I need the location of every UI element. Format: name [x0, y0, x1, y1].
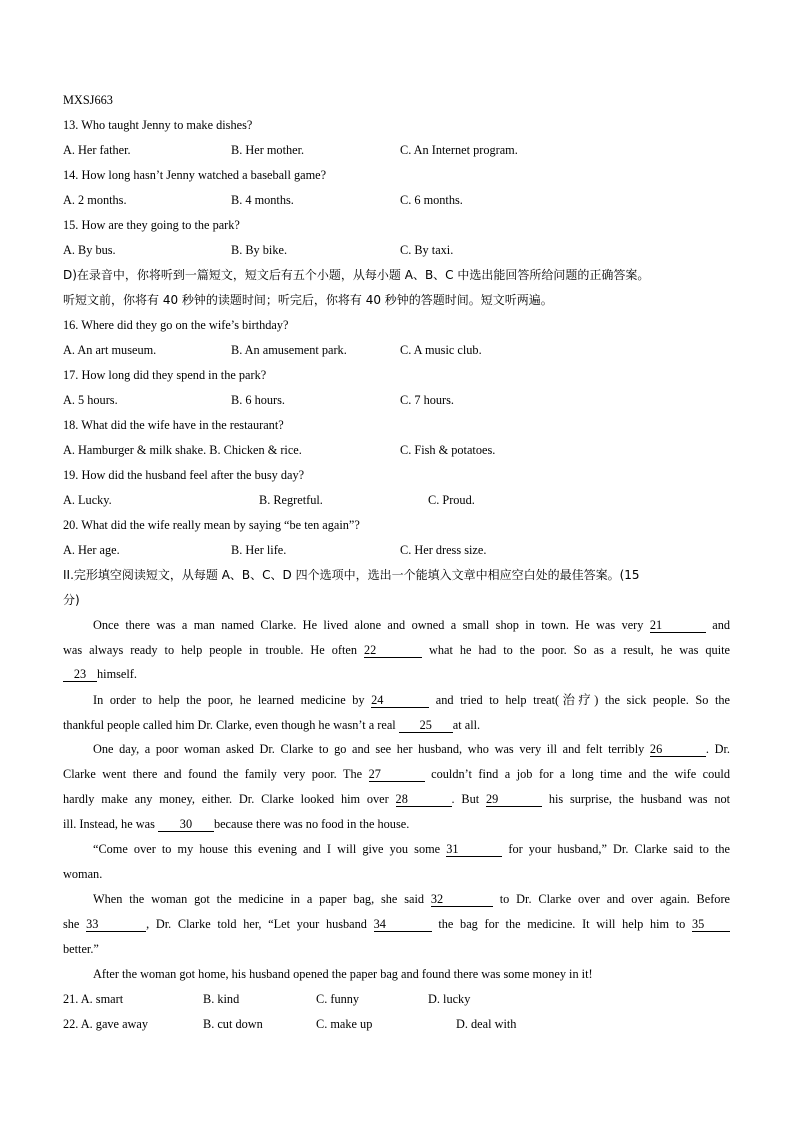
- blank-25: 25: [399, 718, 453, 733]
- passage-text: was always ready to help people in trouble. He often: [63, 643, 358, 657]
- passage-text: couldn’t find a job for a long time and the wife could: [431, 767, 730, 781]
- passage-line: [63, 816, 409, 832]
- passage-text: to Dr. Clarke over and over again. Before: [499, 892, 731, 906]
- question-17-stem: 17. How long did they spend in the park?: [63, 368, 267, 382]
- passage-text: . But: [451, 792, 480, 806]
- passage-line: [63, 717, 480, 733]
- passage-text: what he had to the poor. So as a result, he was quite: [429, 643, 730, 657]
- blank-24: 24: [371, 693, 429, 708]
- question-18-stem: 18. What did the wife have in the restaurant?: [63, 418, 284, 432]
- question-21-option-c: C. funny: [316, 992, 360, 1006]
- passage-line: better.”: [63, 942, 99, 956]
- section-d-instruction-line-2: 听短文前，你将有 40 秒钟的读题时间；听完后，你将有 40 秒钟的答题时间。短文听两遍。: [63, 293, 553, 307]
- passage-line: woman.: [63, 867, 103, 881]
- passage-line: [93, 617, 730, 633]
- passage-text: ill. Instead, he was: [63, 817, 155, 831]
- passage-text: In order to help the poor, he learned medicine by: [93, 693, 365, 707]
- question-20-option-c: C. Her dress size.: [400, 543, 487, 557]
- passage-text: Once there was a man named Clarke. He lived alone and owned a small shop in town. He was very: [93, 618, 644, 632]
- passage-text: When the woman got the medicine in a paper bag, she said: [93, 892, 425, 906]
- question-19-option-b: B. Regretful.: [259, 493, 323, 507]
- question-19-stem: 19. How did the husband feel after the busy day?: [63, 468, 305, 482]
- passage-line: [93, 891, 730, 907]
- passage-text: for your husband,” Dr. Clarke said to the: [508, 842, 730, 856]
- blank-35: 35: [692, 917, 730, 932]
- question-22-option-d: D. deal with: [456, 1017, 517, 1031]
- passage-text: she: [63, 917, 80, 931]
- question-19-option-a: A. Lucky.: [63, 493, 112, 507]
- question-17-option-a: A. 5 hours.: [63, 393, 118, 407]
- blank-29: 29: [486, 792, 542, 807]
- passage-text: thankful people called him Dr. Clarke, even though he wasn’t a real: [63, 718, 396, 732]
- question-13-option-a: A. Her father.: [63, 143, 131, 157]
- question-21-option-d: D. lucky: [428, 992, 471, 1006]
- section-ii-instruction-line-1: II.完形填空阅读短文，从每题 A、B、C、D 四个选项中，选出一个能填入文章中相应空白处的最佳答案。(15: [63, 568, 640, 582]
- passage-text: “Come over to my house this evening and I will give you some: [93, 842, 441, 856]
- question-18-option-c: C. Fish & potatoes.: [400, 443, 496, 457]
- blank-28: 28: [396, 792, 452, 807]
- passage-text: . Dr.: [705, 742, 730, 756]
- question-16-option-c: C. A music club.: [400, 343, 482, 357]
- question-16-option-b: B. An amusement park.: [231, 343, 347, 357]
- passage-text: and tried to help treat(治疗) the sick people. So the: [435, 693, 730, 707]
- blank-21: 21: [650, 618, 706, 633]
- question-14-option-a: A. 2 months.: [63, 193, 127, 207]
- section-d-instruction-line-1: D)在录音中，你将听到一篇短文，短文后有五个小题，从每小题 A、B、C 中选出能回答所给问题的正确答案。: [63, 268, 650, 282]
- passage-line: [63, 766, 730, 782]
- blank-22: 22: [364, 643, 422, 658]
- question-19-option-c: C. Proud.: [428, 493, 475, 507]
- question-20-option-a: A. Her age.: [63, 543, 120, 557]
- question-15-option-c: C. By taxi.: [400, 243, 454, 257]
- question-21-option-a: 21. A. smart: [63, 992, 124, 1006]
- passage-text: himself.: [97, 667, 137, 681]
- question-17-option-b: B. 6 hours.: [231, 393, 285, 407]
- paper-code: MXSJ663: [63, 93, 113, 107]
- passage-line: [63, 642, 730, 658]
- passage-text: One day, a poor woman asked Dr. Clarke to go and see her husband, who was very ill and felt terribly: [93, 742, 645, 756]
- question-14-option-c: C. 6 months.: [400, 193, 463, 207]
- passage-text: and: [712, 618, 730, 632]
- passage-line: [63, 666, 137, 682]
- passage-line: [93, 741, 730, 757]
- passage-text: , Dr. Clarke told her, “Let your husband: [146, 917, 367, 931]
- blank-34: 34: [374, 917, 432, 932]
- question-22-option-a: 22. A. gave away: [63, 1017, 149, 1031]
- question-16-option-a: A. An art museum.: [63, 343, 157, 357]
- passage-text: his surprise, the husband was not: [548, 792, 731, 806]
- question-15-option-b: B. By bike.: [231, 243, 288, 257]
- question-22-option-b: B. cut down: [203, 1017, 263, 1031]
- question-14-option-b: B. 4 months.: [231, 193, 294, 207]
- passage-text: the bag for the medicine. It will help him to: [438, 917, 686, 931]
- question-21-option-b: B. kind: [203, 992, 240, 1006]
- passage-text: Clarke went there and found the family very poor. The: [63, 767, 363, 781]
- blank-23: 23: [63, 667, 97, 682]
- blank-33: 33: [86, 917, 146, 932]
- section-ii-instruction-line-2: 分): [63, 593, 80, 607]
- passage-line: [63, 791, 730, 807]
- blank-32: 32: [431, 892, 493, 907]
- passage-text: hardly make any money, either. Dr. Clarke looked him over: [63, 792, 389, 806]
- passage-line: [63, 916, 730, 932]
- question-18-options-a-b: A. Hamburger & milk shake. B. Chicken & rice.: [63, 443, 302, 457]
- passage-text: at all.: [452, 718, 481, 732]
- passage-line: [93, 841, 730, 857]
- blank-30: 30: [158, 817, 214, 832]
- question-17-option-c: C. 7 hours.: [400, 393, 454, 407]
- question-20-option-b: B. Her life.: [231, 543, 287, 557]
- question-16-stem: 16. Where did they go on the wife’s birthday?: [63, 318, 289, 332]
- question-14-stem: 14. How long hasn’t Jenny watched a baseball game?: [63, 168, 327, 182]
- passage-text: because there was no food in the house.: [213, 817, 410, 831]
- question-13-option-b: B. Her mother.: [231, 143, 305, 157]
- question-15-stem: 15. How are they going to the park?: [63, 218, 240, 232]
- passage-line: [93, 692, 730, 708]
- question-13-option-c: C. An Internet program.: [400, 143, 518, 157]
- question-13-stem: 13. Who taught Jenny to make dishes?: [63, 118, 253, 132]
- passage-line: After the woman got home, his husband opened the paper bag and found there was some money in it!: [93, 967, 593, 981]
- question-15-option-a: A. By bus.: [63, 243, 116, 257]
- blank-31: 31: [446, 842, 502, 857]
- blank-26: 26: [650, 742, 706, 757]
- question-22-option-c: C. make up: [316, 1017, 373, 1031]
- blank-27: 27: [369, 767, 425, 782]
- question-20-stem: 20. What did the wife really mean by saying “be ten again”?: [63, 518, 360, 532]
